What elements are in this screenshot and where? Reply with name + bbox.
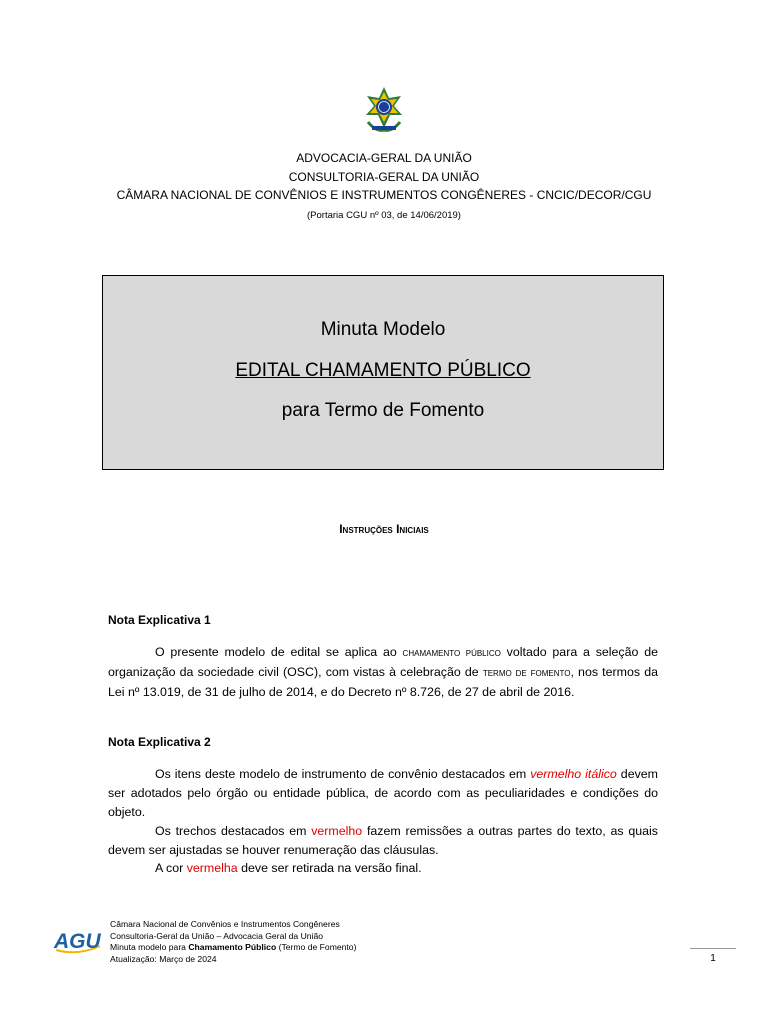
note2-heading: Nota Explicativa 2 <box>108 735 211 749</box>
note1-heading: Nota Explicativa 1 <box>108 613 211 627</box>
footer-consultoria: Consultoria-Geral da União – Advocacia Geral da União <box>110 931 324 941</box>
note1-text-c: , nos termos da Lei nº 13.019, de 31 de julho de 2014, e do Decreto nº 8.726, de 27 de abril de 2016. <box>108 664 658 699</box>
note2-p1-red-italic: vermelho itálico <box>530 767 617 781</box>
note2-p2-text-b: fazem remissões a outras partes do texto, as quais devem ser ajustadas se houver renumeração das cláusulas. <box>108 824 658 857</box>
header-consultoria-line: CONSULTORIA-GERAL DA UNIÃO <box>288 170 480 184</box>
note2-p2-red: vermelho <box>311 824 363 838</box>
header-camara-line: CÂMARA NACIONAL DE CONVÊNIOS E INSTRUMENTOS CONGÊNERES - CNCIC/DECOR/CGU <box>116 188 652 202</box>
footer-atualizacao: Atualização: Março de 2024 <box>110 954 217 964</box>
instructions-heading: Instruções Iniciais <box>339 522 429 536</box>
header-agency-line: ADVOCACIA-GERAL DA UNIÃO <box>296 151 472 165</box>
title-line-termo: para Termo de Fomento <box>281 400 485 421</box>
note1-text-b: voltado para a seleção de organização da sociedade civil (OSC), com vistas à celebração de <box>108 645 658 679</box>
title-line-minuta: Minuta Modelo <box>320 319 446 340</box>
footer-minuta-bold: Chamamento Público <box>188 942 277 952</box>
footer-minuta-text-b: (Termo de Fomento) <box>276 942 357 952</box>
note2-p3-red: vermelha <box>186 861 238 875</box>
title-box <box>102 275 664 470</box>
note2-paragraph-1 <box>108 765 658 821</box>
page-number: 1 <box>710 953 716 964</box>
title-line-edital: EDITAL CHAMAMENTO PÚBLICO <box>235 360 531 381</box>
note2-p1-text-a: Os itens deste modelo de instrumento de convênio destacados em <box>155 767 531 781</box>
note2-paragraph-2 <box>108 822 658 860</box>
svg-text:AGU: AGU <box>54 930 101 953</box>
note2-p3-text-a: A cor <box>155 861 187 875</box>
header-portaria: (Portaria CGU nº 03, de 14/06/2019) <box>307 210 461 221</box>
coat-of-arms-emblem <box>358 84 410 136</box>
note1-smallcaps-termo: termo de fomento <box>482 666 571 679</box>
note2-p3-text-b: deve ser retirada na versão final. <box>237 861 422 875</box>
note2-p2-text-a: Os trechos destacados em <box>155 824 312 838</box>
page-number-rule <box>690 948 736 949</box>
note1-smallcaps-chamamento: chamamento público <box>402 647 501 659</box>
footer-minuta <box>110 942 356 954</box>
note2-p1-text-b: devem ser adotados pelo órgão ou entidade pública, de acordo com as peculiaridades e condições do objeto. <box>108 767 658 819</box>
agu-logo <box>52 926 104 956</box>
note2-paragraph-3 <box>108 859 658 878</box>
note1-text-a: O presente modelo de edital se aplica ao <box>155 645 403 659</box>
footer-minuta-text-a: Minuta modelo para <box>110 942 189 952</box>
footer-camara: Câmara Nacional de Convênios e Instrumentos Congêneres <box>110 919 340 929</box>
note1-paragraph <box>108 643 658 701</box>
